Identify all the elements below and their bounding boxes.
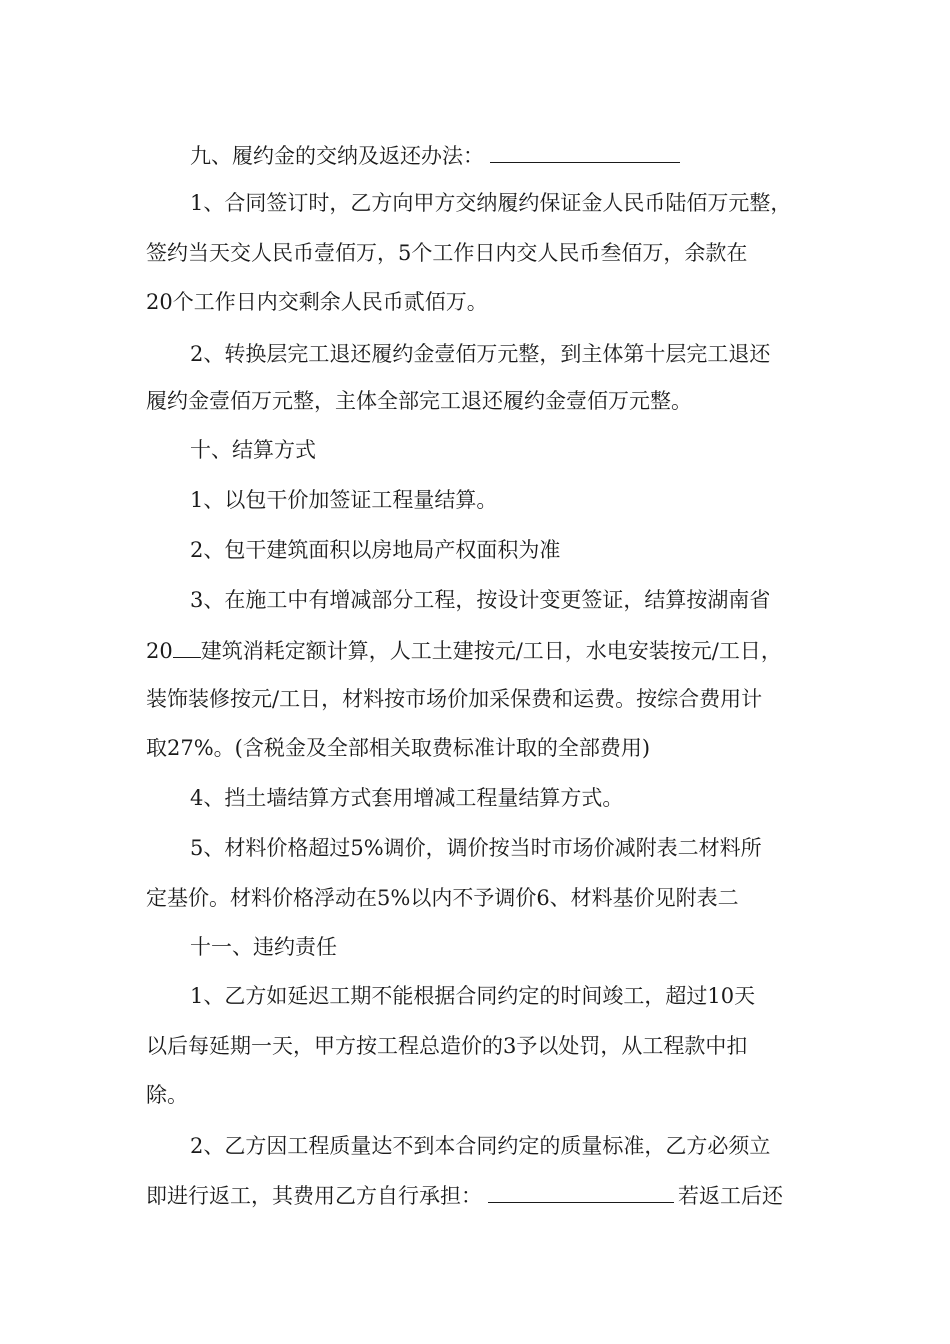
paragraph-text: 建筑消耗定额计算，人工土建按元/工日，水电安装按元/工日， <box>200 639 782 663</box>
paragraph-text: 若返工后还 <box>678 1184 783 1208</box>
fill-in-blank <box>488 1180 674 1203</box>
paragraph-line: 取27%。(含税金及全部相关取费标准计取的全部费用) <box>146 736 651 760</box>
paragraph-line: 除。 <box>146 1083 188 1107</box>
year-blank <box>173 635 201 658</box>
paragraph-line: 1、乙方如延迟工期不能根据合同约定的时间竣工，超过10天 <box>190 984 756 1008</box>
paragraph-line: 1、以包干价加签证工程量结算。 <box>190 488 498 512</box>
paragraph-line: 2、乙方因工程质量达不到本合同约定的质量标准，乙方必须立 <box>190 1134 771 1158</box>
paragraph-line: 3、在施工中有增减部分工程，按设计变更签证，结算按湖南省 <box>190 588 771 612</box>
year-prefix: 20 <box>146 639 173 663</box>
paragraph-line: 5、材料价格超过5%调价，调价按当时市场价减附表二材料所 <box>190 836 762 860</box>
paragraph-line: 履约金壹佰万元整，主体全部完工退还履约金壹佰万元整。 <box>146 389 692 413</box>
paragraph-line: 4、挡土墙结算方式套用增减工程量结算方式。 <box>190 786 624 810</box>
paragraph-line: 20个工作日内交剩余人民币贰佰万。 <box>146 290 488 314</box>
fill-in-blank <box>490 140 680 163</box>
paragraph-line: 2、包干建筑面积以房地局产权面积为准 <box>190 538 561 562</box>
paragraph-line: 以后每延期一天，甲方按工程总造价的3予以处罚，从工程款中扣 <box>146 1034 748 1058</box>
section-9-title: 九、履约金的交纳及返还办法： <box>190 144 484 168</box>
paragraph-line: 签约当天交人民币壹佰万，5个工作日内交人民币叁佰万，余款在 <box>146 241 748 265</box>
section-10-title: 十、结算方式 <box>190 438 316 462</box>
paragraph-line: 2、转换层完工退还履约金壹佰万元整，到主体第十层完工退还 <box>190 342 771 366</box>
section-11-title: 十一、违约责任 <box>190 935 337 959</box>
paragraph-line: 定基价。材料价格浮动在5%以内不予调价6、材料基价见附表二 <box>146 886 739 910</box>
paragraph-line <box>146 1180 783 1210</box>
paragraph-line <box>146 635 782 665</box>
paragraph-line: 1、合同签订时，乙方向甲方交纳履约保证金人民币陆佰万元整， <box>190 191 792 215</box>
paragraph-text: 即进行返工，其费用乙方自行承担： <box>146 1184 482 1208</box>
section-9-heading <box>190 140 680 170</box>
paragraph-line: 装饰装修按元/工日，材料按市场价加采保费和运费。按综合费用计 <box>146 687 763 711</box>
